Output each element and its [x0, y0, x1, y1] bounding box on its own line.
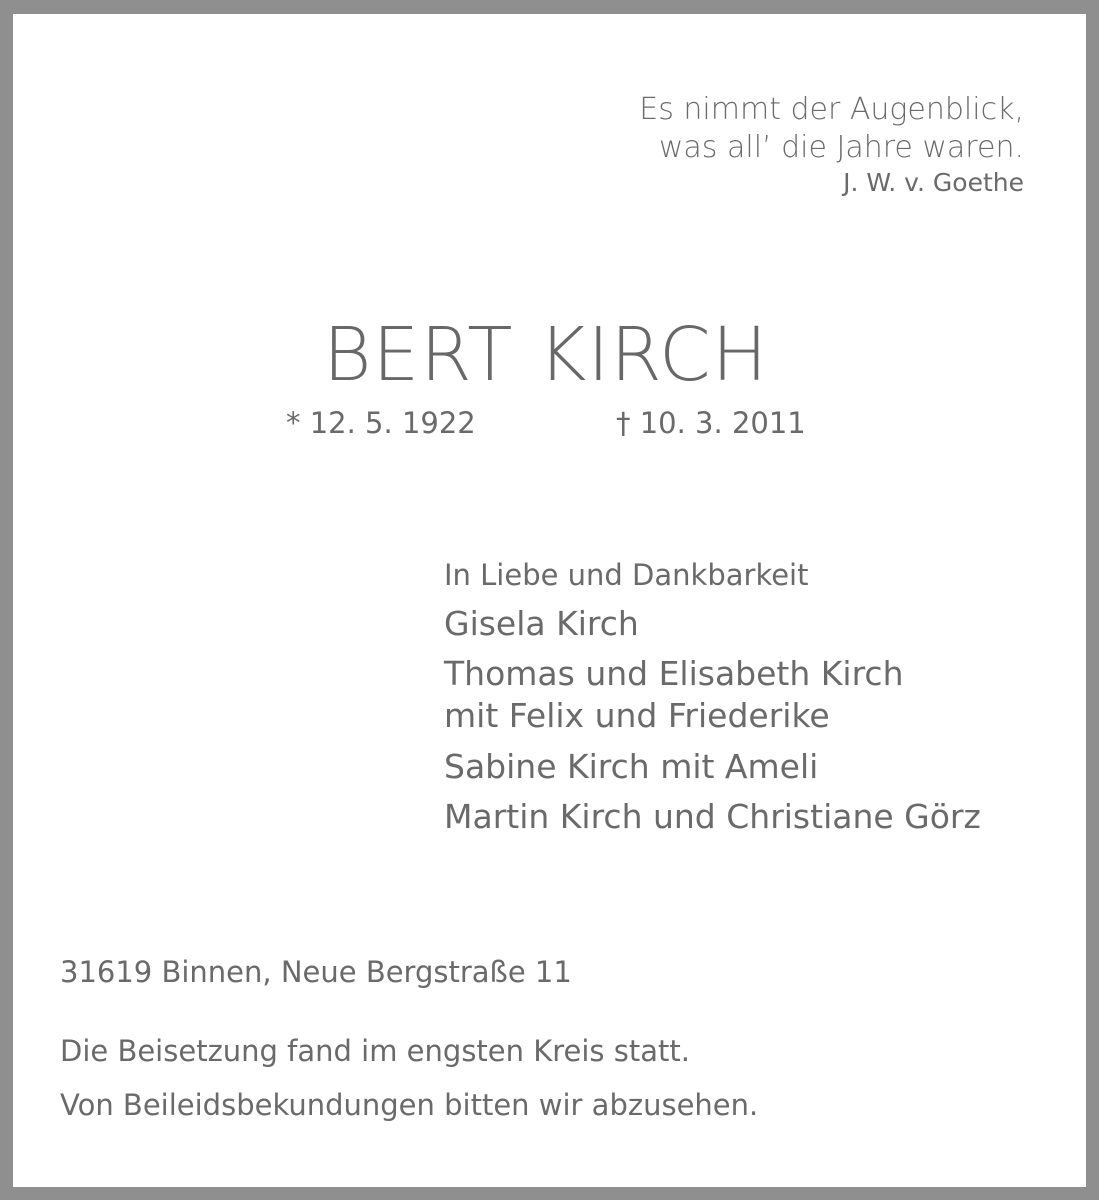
mourner-name: Thomas und Elisabeth Kirch: [444, 654, 904, 693]
mourner-name: Gisela Kirch: [444, 604, 639, 643]
quote-line-2: was all’ die Jahre waren.: [658, 130, 1024, 165]
birth-date: * 12. 5. 1922: [286, 406, 476, 440]
quote-line-1: Es nimmt der Augenblick,: [639, 92, 1024, 127]
address: 31619 Binnen, Neue Bergstraße 11: [60, 955, 572, 989]
mourners-intro: In Liebe und Dankbarkeit: [444, 558, 809, 592]
mourner-name: mit Felix und Friederike: [444, 696, 830, 735]
mourner-name: Sabine Kirch mit Ameli: [444, 747, 819, 786]
deceased-name: BERT KIRCH: [323, 312, 769, 398]
quote-author: J. W. v. Goethe: [843, 168, 1024, 197]
burial-note: Die Beisetzung fand im engsten Kreis statt.: [60, 1034, 690, 1068]
mourner-name: Martin Kirch und Christiane Görz: [444, 797, 981, 836]
condolence-note: Von Beileidsbekundungen bitten wir abzusehen.: [60, 1088, 759, 1122]
death-date: † 10. 3. 2011: [616, 406, 806, 440]
